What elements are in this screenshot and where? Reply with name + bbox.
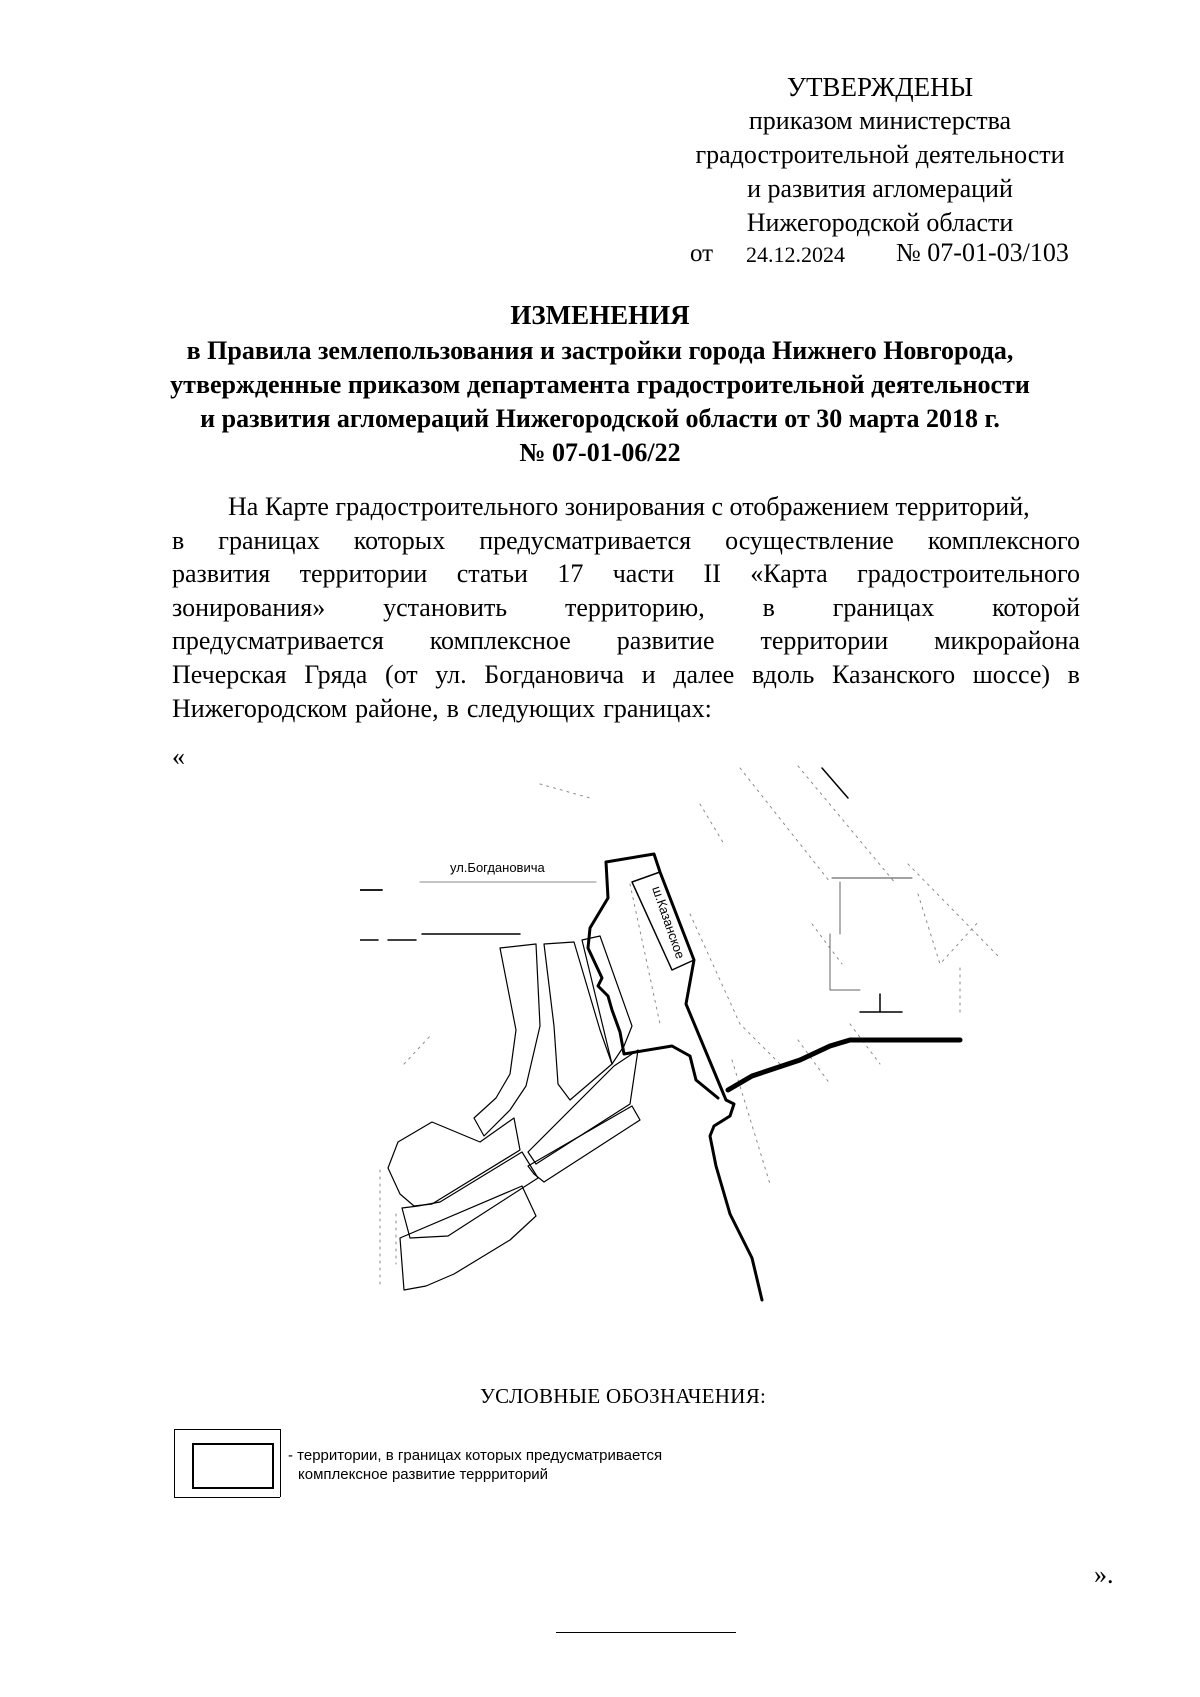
paragraph-word: которой bbox=[992, 592, 1080, 622]
paragraph-word: части bbox=[612, 559, 675, 589]
paragraph-word: в bbox=[172, 525, 185, 555]
paragraph-word: развития bbox=[172, 559, 271, 589]
title-line: утвержденные приказом департамента градостроительной деятельности bbox=[170, 370, 1030, 399]
paragraph-word: районе, bbox=[355, 693, 439, 723]
approval-line: приказом министерства bbox=[748, 106, 1012, 135]
legend-swatch bbox=[192, 1443, 274, 1489]
paragraph-word: и bbox=[641, 659, 656, 689]
paragraph-word: «Карта bbox=[750, 559, 828, 589]
title-heading: ИЗМЕНЕНИЯ bbox=[510, 300, 690, 330]
paragraph-word: в bbox=[446, 693, 459, 723]
paragraph-word: следующих bbox=[466, 693, 596, 723]
legend-frame bbox=[174, 1497, 280, 1498]
paragraph-word: в bbox=[762, 592, 775, 622]
paragraph-word: статьи bbox=[456, 559, 528, 589]
paragraph-word: территории bbox=[299, 559, 428, 589]
paragraph-word: в bbox=[1067, 659, 1080, 689]
legend-item-text bbox=[288, 1446, 662, 1484]
paragraph-word: границах bbox=[832, 592, 935, 622]
street-label-bogdanovicha: ул.Богдановича bbox=[450, 860, 545, 875]
legend-frame bbox=[280, 1429, 281, 1497]
paragraph-word: комплексное bbox=[429, 626, 571, 656]
zoning-map bbox=[360, 764, 1020, 1324]
paragraph-word: II bbox=[703, 559, 721, 589]
paragraph-word: установить bbox=[383, 592, 508, 622]
paragraph-line bbox=[172, 557, 1080, 591]
paragraph-word: ул. bbox=[435, 659, 467, 689]
paragraph-word: (от bbox=[384, 659, 418, 689]
paragraph-word: Богдановича bbox=[484, 659, 625, 689]
paragraph-word: осуществление bbox=[725, 525, 894, 555]
paragraph-line bbox=[172, 658, 1080, 692]
open-quote: « bbox=[172, 742, 185, 771]
legend-frame bbox=[174, 1429, 280, 1430]
paragraph-word: границах bbox=[218, 525, 320, 555]
paragraph-word: Печерская bbox=[172, 659, 287, 689]
paragraph-word: Нижегородском bbox=[172, 693, 348, 723]
paragraph-word: микрорайона bbox=[934, 626, 1080, 656]
date-prefix: от bbox=[690, 240, 714, 267]
approval-line: и развития агломераций bbox=[747, 174, 1013, 203]
paragraph-word: 17 bbox=[557, 559, 584, 589]
legend-line: - территории, в границах которых предусматривается bbox=[288, 1447, 663, 1464]
paragraph-word: границах: bbox=[603, 693, 712, 723]
map-line bbox=[830, 882, 860, 990]
paragraph-word: На Карте градостроительного зонирования с отображением территорий, bbox=[228, 492, 1030, 521]
paragraph-line bbox=[172, 692, 1080, 726]
approval-heading: УТВЕРЖДЕНЫ bbox=[786, 72, 974, 102]
legend-title: УСЛОВНЫЕ ОБОЗНАЧЕНИЯ: bbox=[480, 1384, 767, 1408]
paragraph-word: вдоль bbox=[751, 659, 815, 689]
approval-block bbox=[680, 70, 1080, 240]
paragraph-word: территорию, bbox=[565, 592, 705, 622]
close-quote: ». bbox=[1094, 1560, 1114, 1589]
approval-number: № 07-01-03/103 bbox=[896, 238, 1069, 267]
paragraph-word: Гряда bbox=[304, 659, 368, 689]
paragraph-word: комплексного bbox=[927, 525, 1080, 555]
street-label-kazanskoe: ш.Казанское bbox=[649, 884, 689, 961]
legend-frame bbox=[174, 1429, 175, 1497]
paragraph-word: предусматривается bbox=[479, 525, 692, 555]
body-paragraph bbox=[172, 490, 1080, 725]
paragraph-line bbox=[172, 591, 1080, 625]
map-line bbox=[860, 994, 902, 1012]
paragraph-word: территории bbox=[760, 626, 889, 656]
legend-line: комплексное развитие террриторий bbox=[298, 1466, 549, 1483]
paragraph-word: развитие bbox=[616, 626, 715, 656]
end-rule bbox=[556, 1632, 736, 1633]
street-line bbox=[360, 934, 520, 940]
paragraph-word: далее bbox=[673, 659, 735, 689]
paragraph-word: шоссе) bbox=[972, 659, 1051, 689]
thick-boundary bbox=[728, 1040, 960, 1090]
map-line bbox=[822, 768, 848, 798]
title-line: № 07-01-06/22 bbox=[519, 438, 681, 467]
paragraph-line bbox=[172, 490, 1080, 524]
approval-line: Нижегородской области bbox=[746, 208, 1014, 237]
paragraph-word: предусматривается bbox=[172, 626, 384, 656]
title-line: в Правила землепользования и застройки города Нижнего Новгорода, bbox=[186, 336, 1014, 365]
paragraph-word: Казанского bbox=[831, 659, 956, 689]
document-title bbox=[120, 298, 1080, 470]
approval-line: градостроительной деятельности bbox=[695, 140, 1065, 169]
approval-date: 24.12.2024 bbox=[746, 242, 845, 267]
paragraph-line bbox=[172, 624, 1080, 658]
paragraph-word: которых bbox=[353, 525, 446, 555]
title-line: и развития агломераций Нижегородской области от 30 марта 2018 г. bbox=[200, 404, 1000, 433]
paragraph-word: зонирования» bbox=[172, 592, 326, 622]
paragraph-word: градостроительного bbox=[857, 559, 1080, 589]
paragraph-line bbox=[172, 524, 1080, 558]
